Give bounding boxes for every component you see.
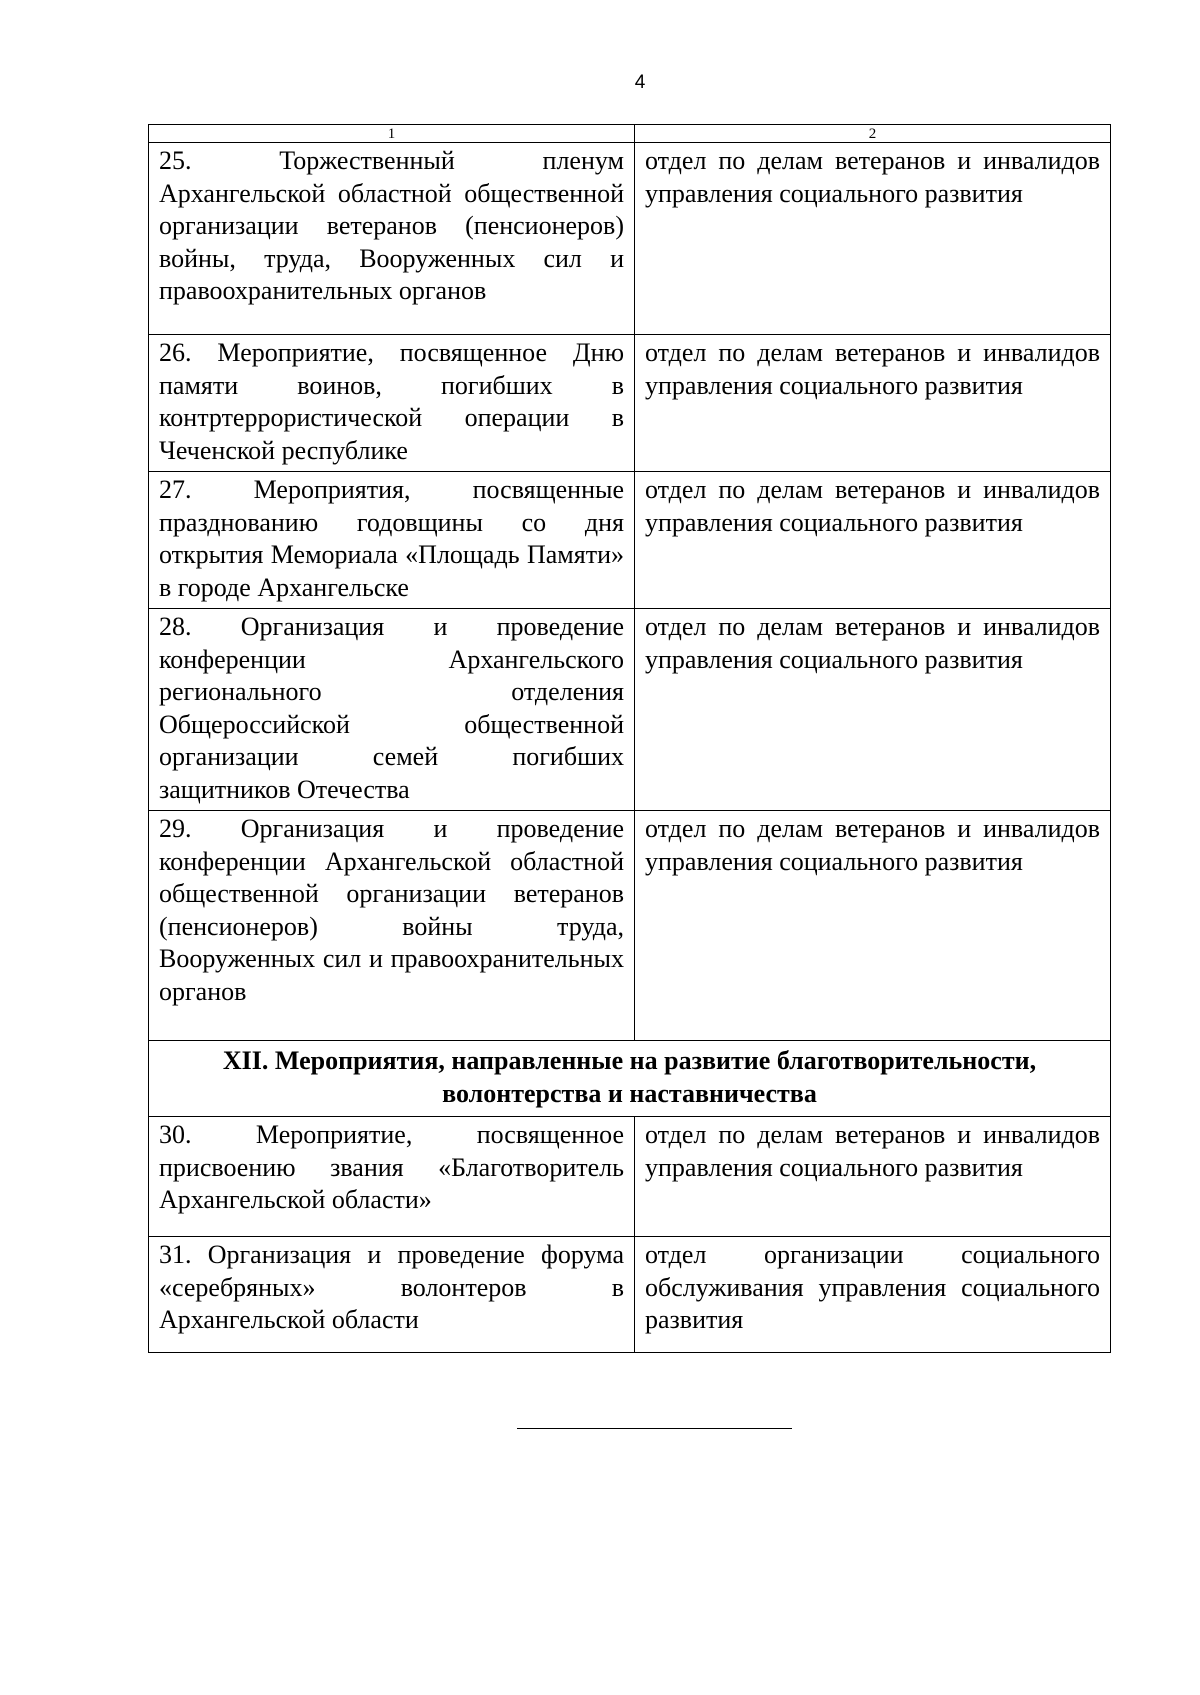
section-heading: XII. Мероприятия, направленные на развитие благотворительности, волонтерства и наставничества <box>149 1041 1111 1117</box>
responsible-cell: отдел по делам ветеранов и инвалидов управления социального развития <box>635 609 1111 811</box>
responsible-cell: отдел по делам ветеранов и инвалидов управления социального развития <box>635 143 1111 335</box>
table-row <box>149 811 1111 1041</box>
activity-cell: 28. Организация и проведение конференции Архангельского регионального отделения Общероссийской общественной организации семей погибших защитников Отечества <box>149 609 635 811</box>
closing-divider-line <box>517 1428 792 1429</box>
table-row <box>149 143 1111 335</box>
page-number: 4 <box>634 72 646 93</box>
responsible-cell: отдел по делам ветеранов и инвалидов управления социального развития <box>635 472 1111 609</box>
column-number-1: 1 <box>149 125 635 143</box>
responsible-cell: отдел по делам ветеранов и инвалидов управления социального развития <box>635 1117 1111 1237</box>
responsible-cell: отдел по делам ветеранов и инвалидов управления социального развития <box>635 335 1111 472</box>
table-row <box>149 609 1111 811</box>
responsible-cell: отдел по делам ветеранов и инвалидов управления социального развития <box>635 811 1111 1041</box>
responsible-cell: отдел организации социального обслуживания управления социального развития <box>635 1237 1111 1353</box>
activity-cell: 30. Мероприятие, посвященное присвоению звания «Благотворитель Архангельской области» <box>149 1117 635 1237</box>
events-table <box>148 124 1111 1353</box>
activity-cell: 31. Организация и проведение форума «серебряных» волонтеров в Архангельской области <box>149 1237 635 1353</box>
column-number-2: 2 <box>635 125 1111 143</box>
activity-cell: 25. Торжественный пленум Архангельской областной общественной организации ветеранов (пенсионеров) войны, труда, Вооруженных сил и правоохранительных органов <box>149 143 635 335</box>
table-row <box>149 1117 1111 1237</box>
activity-cell: 29. Организация и проведение конференции Архангельской областной общественной организации ветеранов (пенсионеров) войны труда, Вооруженных сил и правоохранительных органов <box>149 811 635 1041</box>
table-row <box>149 1237 1111 1353</box>
table-row <box>149 472 1111 609</box>
activity-cell: 27. Мероприятия, посвященные празднованию годовщины со дня открытия Мемориала «Площадь Памяти» в городе Архангельске <box>149 472 635 609</box>
table-row <box>149 335 1111 472</box>
table-header-row <box>149 125 1111 143</box>
section-heading-row <box>149 1041 1111 1117</box>
activity-cell: 26. Мероприятие, посвященное Дню памяти воинов, погибших в контртеррористической операции в Чеченской республике <box>149 335 635 472</box>
